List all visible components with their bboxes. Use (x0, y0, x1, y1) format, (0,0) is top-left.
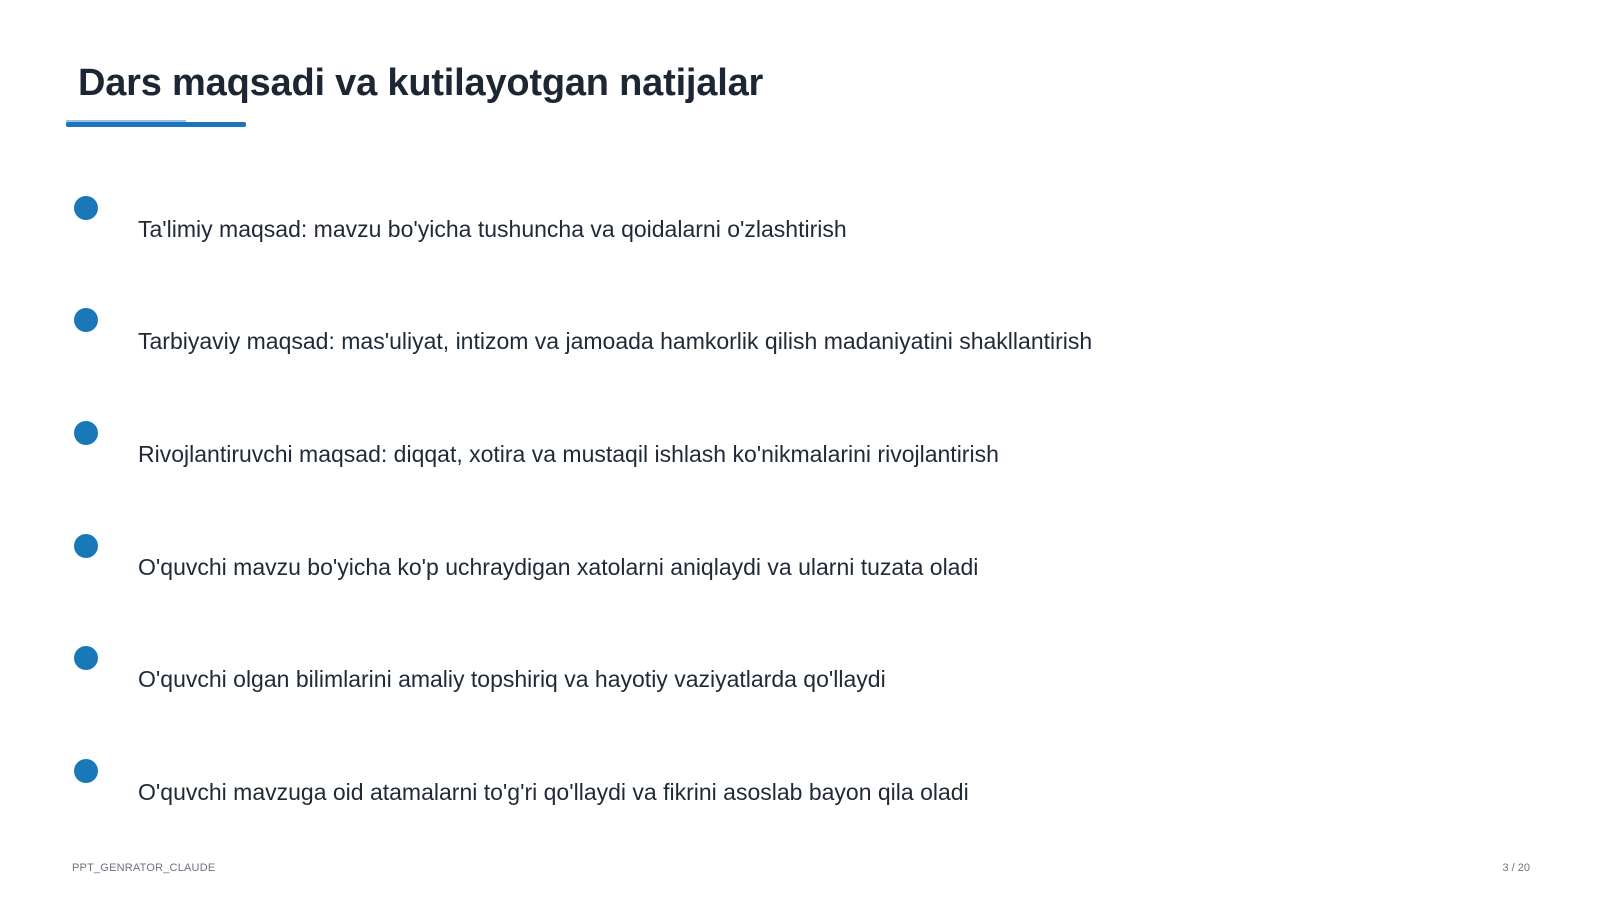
page-number: 3 / 20 (1502, 862, 1530, 874)
list-item (0, 646, 1500, 746)
bullet-text: Tarbiyaviy maqsad: mas'uliyat, intizom va jamoada hamkorlik qilish madaniyatini shakllantirish (138, 328, 1093, 354)
bullet-dot-icon (74, 421, 98, 445)
bullet-dot-icon (74, 308, 98, 332)
list-item (0, 308, 1500, 408)
list-item (0, 759, 1500, 859)
bullet-dot-icon (74, 534, 98, 558)
list-item (0, 421, 1500, 521)
bullet-dot-icon (74, 759, 98, 783)
bullet-text: Ta'limiy maqsad: mavzu bo'yicha tushuncha va qoidalarni o'zlashtirish (138, 216, 847, 242)
bullet-text: O'quvchi olgan bilimlarini amaliy topshiriq va hayotiy vaziyatlarda qo'llaydi (138, 666, 886, 692)
bullet-dot-icon (74, 646, 98, 670)
bullet-text: Rivojlantiruvchi maqsad: diqqat, xotira va mustaqil ishlash ko'nikmalarini rivojlantirish (138, 441, 999, 467)
bullet-text: O'quvchi mavzu bo'yicha ko'p uchraydigan xatolarni aniqlaydi va ularni tuzata oladi (138, 554, 979, 580)
footer-label: PPT_GENRATOR_CLAUDE (72, 862, 216, 874)
bullet-text: O'quvchi mavzuga oid atamalarni to'g'ri qo'llaydi va fikrini asoslab bayon qila oladi (138, 779, 969, 805)
list-item (0, 534, 1500, 634)
slide-title: Dars maqsadi va kutilayotgan natijalar (78, 62, 764, 104)
bullet-dot-icon (74, 196, 98, 220)
list-item (0, 196, 1500, 296)
title-underline (66, 122, 246, 127)
